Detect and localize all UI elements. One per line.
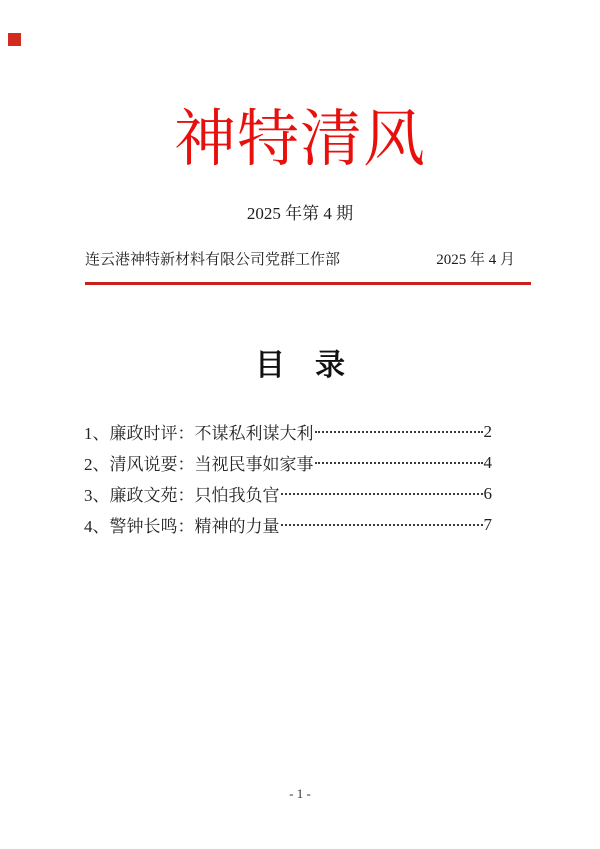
toc-item xyxy=(84,416,492,447)
page-number: - 1 - xyxy=(289,786,311,801)
toc-item-label: 2、清风说要：当视民事如家事 xyxy=(84,455,314,474)
toc-leader-dots xyxy=(281,524,483,526)
newsletter-title: 神特清风 xyxy=(173,106,426,174)
toc-item xyxy=(84,478,492,509)
toc-item-page: 4 xyxy=(483,452,492,472)
table-of-contents xyxy=(84,416,492,540)
header-rule xyxy=(85,282,531,285)
toc-item-label: 1、廉政时评：不谋私利谋大利 xyxy=(84,424,314,443)
red-square-mark xyxy=(8,33,21,46)
toc-leader-dots xyxy=(315,431,483,433)
toc-item-label: 3、廉政文苑：只怕我负官 xyxy=(84,486,280,505)
publisher-name: 连云港神特新材料有限公司党群工作部 xyxy=(85,252,341,268)
toc-item-page: 7 xyxy=(483,514,492,534)
toc-heading: 目 录 xyxy=(255,349,345,382)
toc-leader-dots xyxy=(315,462,483,464)
toc-item-label: 4、警钟长鸣：精神的力量 xyxy=(84,517,280,536)
issue-number: 2025 年第 4 期 xyxy=(246,204,354,223)
toc-item-page: 6 xyxy=(483,483,492,503)
publish-date: 2025 年 4 月 xyxy=(436,252,515,268)
toc-item xyxy=(84,509,492,540)
toc-leader-dots xyxy=(281,493,483,495)
toc-item-page: 2 xyxy=(483,421,492,441)
toc-item xyxy=(84,447,492,478)
publisher-row xyxy=(85,250,515,270)
